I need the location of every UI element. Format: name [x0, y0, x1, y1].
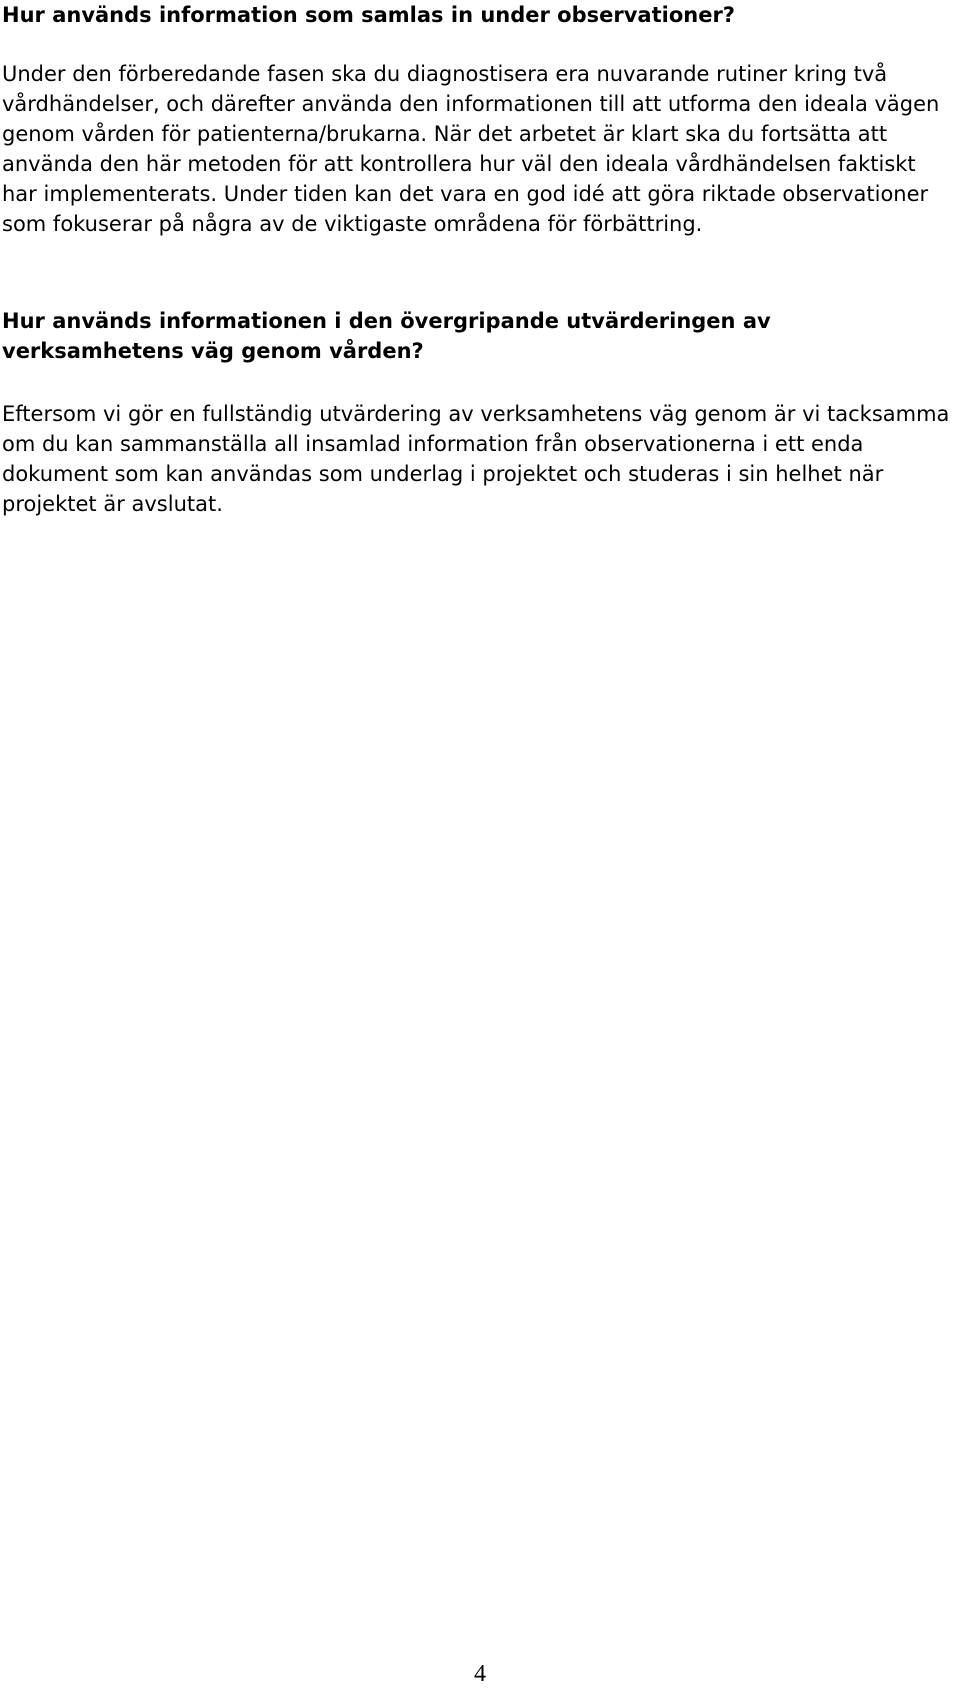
page-number: 4 [474, 1661, 486, 1687]
section-heading-observation-info: Hur används information som samlas in under observationer? [2, 3, 735, 27]
section-heading-overall-evaluation: Hur används informationen i den övergripande utvärderingen av verksamhetens väg genom vården? [2, 309, 771, 363]
paragraph-preparatory-phase: Under den förberedande fasen ska du diagnostisera era nuvarande rutiner kring två vårdhändelser, och därefter använda den informationen till att utforma den ideala vägen genom vården för patienterna/brukarna. När det arbetet är klart ska du fortsätta att använda den här metoden för att kontrollera hur väl den ideala vårdhändelsen faktiskt har implementerats. Under tiden kan det vara en god idé att göra riktade observationer som fokuserar på några av de viktigaste områdena för förbättring. [2, 62, 940, 236]
paragraph-full-evaluation: Eftersom vi gör en fullständig utvärdering av verksamhetens väg genom är vi tacksamma om du kan sammanställa all insamlad information från observationerna i ett enda dokument som kan användas som underlag i projektet och studeras i sin helhet när projektet är avslutat. [2, 402, 950, 516]
